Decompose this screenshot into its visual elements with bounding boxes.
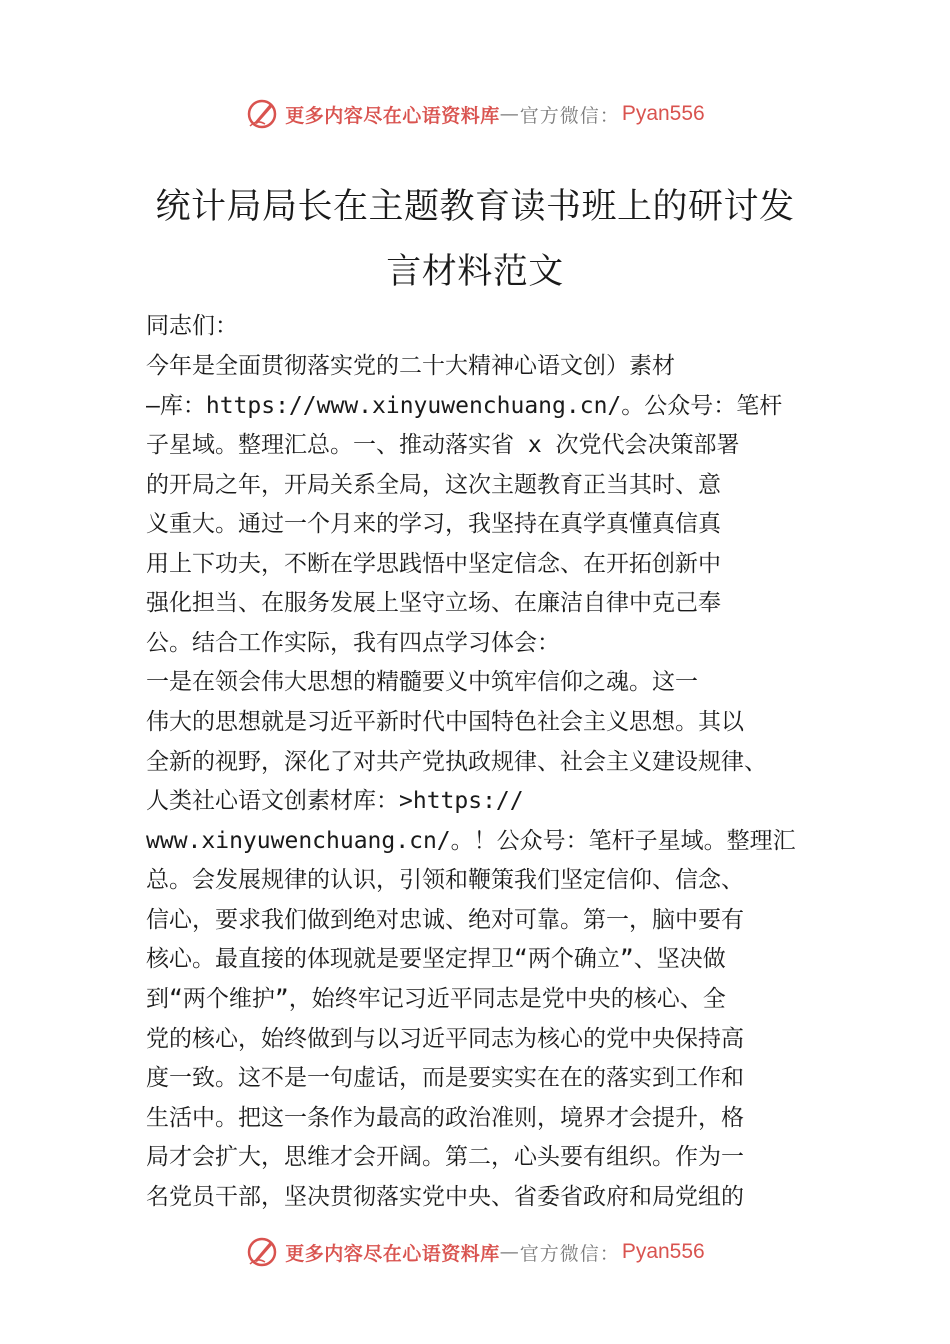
official-wechat-label: 官方微信： bbox=[519, 104, 620, 127]
official-wechat-label: 官方微信： bbox=[519, 1242, 620, 1265]
body-line: —库：https://www.xinyuwenchuang.cn/。公众号：笔杆 bbox=[146, 393, 783, 419]
body-line: 义重大。通过一个月来的学习，我坚持在真学真懂真信真 bbox=[146, 511, 721, 537]
body-line: 公。结合工作实际，我有四点学习体会： bbox=[146, 630, 560, 656]
body-line: 核心。最直接的体现就是要坚定捍卫“两个确立”、坚决做 bbox=[146, 946, 726, 972]
body-line: 的开局之年，开局关系全局，这次主题教育正当其时、意 bbox=[146, 472, 721, 498]
document-title-line-2: 言材料范文 bbox=[386, 252, 564, 292]
brand-text: 更多内容尽在心语资料库 bbox=[285, 104, 500, 127]
body-line: 子星域。整理汇总。一、推动落实省 x 次党代会决策部署 bbox=[146, 432, 740, 458]
body-line: 生活中。把这一条作为最高的政治准则，境界才会提升，格 bbox=[146, 1105, 744, 1131]
body-line: 一是在领会伟大思想的精髓要义中筑牢信仰之魂。这一 bbox=[146, 669, 698, 695]
body-line: 名党员干部，坚决贯彻落实党中央、省委省政府和局党组的 bbox=[146, 1184, 744, 1210]
wechat-id: Pyan556 bbox=[621, 1240, 705, 1263]
footer-banner bbox=[0, 1232, 950, 1272]
body-line: 到“两个维护”，始终牢记习近平同志是党中央的核心、全 bbox=[146, 986, 726, 1012]
body-line: 伟大的思想就是习近平新时代中国特色社会主义思想。其以 bbox=[146, 709, 744, 735]
banner-dash: — bbox=[499, 103, 520, 125]
quill-pen-logo-icon bbox=[245, 1235, 279, 1269]
body-line: www.xinyuwenchuang.cn/。！公众号：笔杆子星域。整理汇 bbox=[146, 828, 796, 854]
body-line: 今年是全面贯彻落实党的二十大精神心语文创）素材 bbox=[146, 353, 675, 379]
body-line: 局才会扩大，思维才会开阔。第二，心头要有组织。作为一 bbox=[146, 1144, 744, 1170]
body-line: 信心，要求我们做到绝对忠诚、绝对可靠。第一，脑中要有 bbox=[146, 907, 744, 933]
body-line: 度一致。这不是一句虚话，而是要实实在在的落实到工作和 bbox=[146, 1065, 744, 1091]
body-line: 总。会发展规律的认识，引领和鞭策我们坚定信仰、信念、 bbox=[146, 867, 744, 893]
body-line: 人类社心语文创素材库：>https:// bbox=[146, 788, 524, 814]
body-line: 党的核心，始终做到与以习近平同志为核心的党中央保持高 bbox=[146, 1026, 744, 1052]
quill-pen-logo-icon bbox=[245, 97, 279, 131]
header-banner bbox=[0, 94, 950, 134]
body-line: 全新的视野，深化了对共产党执政规律、社会主义建设规律、 bbox=[146, 749, 767, 775]
document-title-line-1: 统计局局长在主题教育读书班上的研讨发 bbox=[155, 187, 795, 227]
brand-text: 更多内容尽在心语资料库 bbox=[285, 1242, 500, 1265]
banner-dash: — bbox=[499, 1241, 520, 1263]
wechat-id: Pyan556 bbox=[621, 102, 705, 125]
body-line: 同志们： bbox=[146, 313, 238, 339]
body-line: 强化担当、在服务发展上坚守立场、在廉洁自律中克己奉 bbox=[146, 590, 721, 616]
body-line: 用上下功夫，不断在学思践悟中坚定信念、在开拓创新中 bbox=[146, 551, 721, 577]
